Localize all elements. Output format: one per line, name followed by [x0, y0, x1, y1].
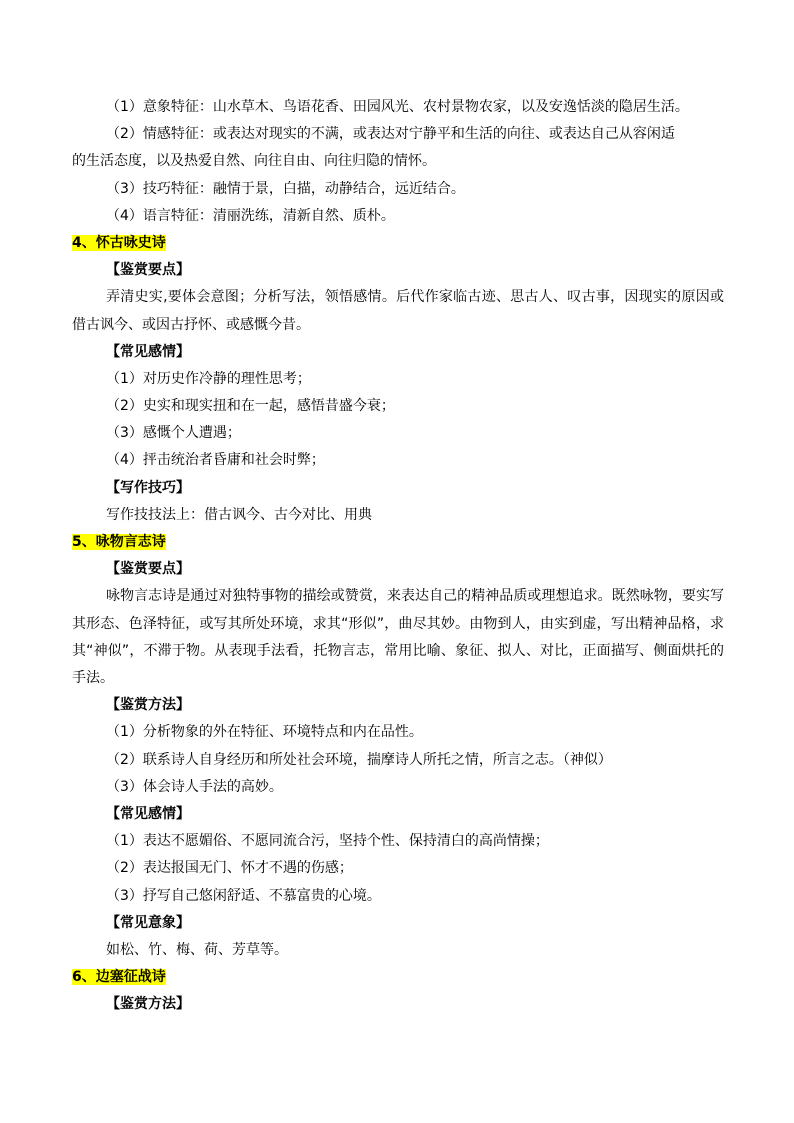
s3-item-1: （1）意象特征：山水草木、鸟语花香、田园风光、农村景物农家，以及安逸恬淡的隐居生活。	[106, 99, 689, 115]
s5-emotion-3: （3）抒写自己悠闲舒适、不慕富贵的心境。	[106, 887, 381, 904]
s4-technique-text: 写作技技法上：借古讽今、古今对比、用典	[106, 506, 372, 523]
document-content	[72, 94, 724, 1018]
s4-appreciation-text: 弄清史实,要体会意图；分析写法，领悟感情。后代作家临古迹、思古人、叹古事，因现实的原因或借古讽今、或因古抒怀、或感慨今昔。	[72, 289, 724, 333]
s5-title: 5、咏物言志诗	[72, 534, 166, 551]
s4-technique-label: 【写作技巧】	[106, 479, 190, 496]
s5-method-1: （1）分析物象的外在特征、环境特点和内在品性。	[106, 724, 423, 741]
s3-item-3: （3）技巧特征：融情于景，白描，动静结合，远近结合。	[106, 180, 465, 197]
s5-method-2: （2）联系诗人自身经历和所处社会环境，揣摩诗人所托之情，所言之志。（神似）	[106, 751, 612, 768]
s5-emotion-2: （2）表达报国无门、怀才不遇的伤感；	[106, 860, 353, 877]
s6-title: 6、边塞征战诗	[72, 969, 166, 986]
s5-imagery-label: 【常见意象】	[106, 914, 190, 931]
s5-emotions-label: 【常见感情】	[106, 805, 190, 822]
s4-emotion-4: （4）抨击统治者昏庸和社会时弊；	[106, 452, 325, 469]
s6-method-label: 【鉴赏方法】	[106, 996, 190, 1013]
s4-title: 4、怀古咏史诗	[72, 234, 166, 251]
s5-imagery-text: 如松、竹、梅、荷、芳草等。	[106, 941, 288, 958]
s4-emotions-label: 【常见感情】	[106, 343, 190, 360]
s4-emotion-1: （1）对历史作冷静的理性思考；	[106, 370, 311, 387]
s3-item-2: （2）情感特征：或表达对现实的不满，或表达对宁静平和生活的向往、或表达自己从容闲适	[106, 126, 675, 143]
s5-appreciation-text: 咏物言志诗是通过对独特事物的描绘或赞赏，来表达自己的精神品质或理想追求。既然咏物，要实写其形态、色泽特征，或写其所处环境，求其“形似”，曲尽其妙。由物到人，由实到虚，写出精神品格，求其“神似”，不滞于物。从表现手法看，托物言志，常用比喻、象征、拟人、对比，正面描写、侧面烘托的手法。	[72, 588, 724, 687]
s3-item-2-cont: 的生活态度，以及热爱自然、向往自由、向往归隐的情怀。	[72, 153, 436, 170]
s3-item-4: （4）语言特征：清丽洗练，清新自然、质朴。	[106, 207, 395, 224]
s5-appreciation-label: 【鉴赏要点】	[106, 561, 190, 578]
s4-heading	[72, 230, 724, 257]
s5-method-label: 【鉴赏方法】	[106, 697, 190, 714]
s4-appreciation-label: 【鉴赏要点】	[106, 262, 190, 279]
s4-emotion-2: （2）史实和现实扭和在一起，感悟昔盛今衰；	[106, 398, 395, 415]
s4-emotion-3: （3）感慨个人遭遇；	[106, 425, 241, 442]
s5-emotion-1: （1）表达不愿媚俗、不愿同流合污，坚持个性、保持清白的高尚情操；	[106, 833, 549, 850]
s5-method-3: （3）体会诗人手法的高妙。	[106, 778, 283, 795]
s6-heading	[72, 964, 724, 991]
s5-heading	[72, 529, 724, 556]
